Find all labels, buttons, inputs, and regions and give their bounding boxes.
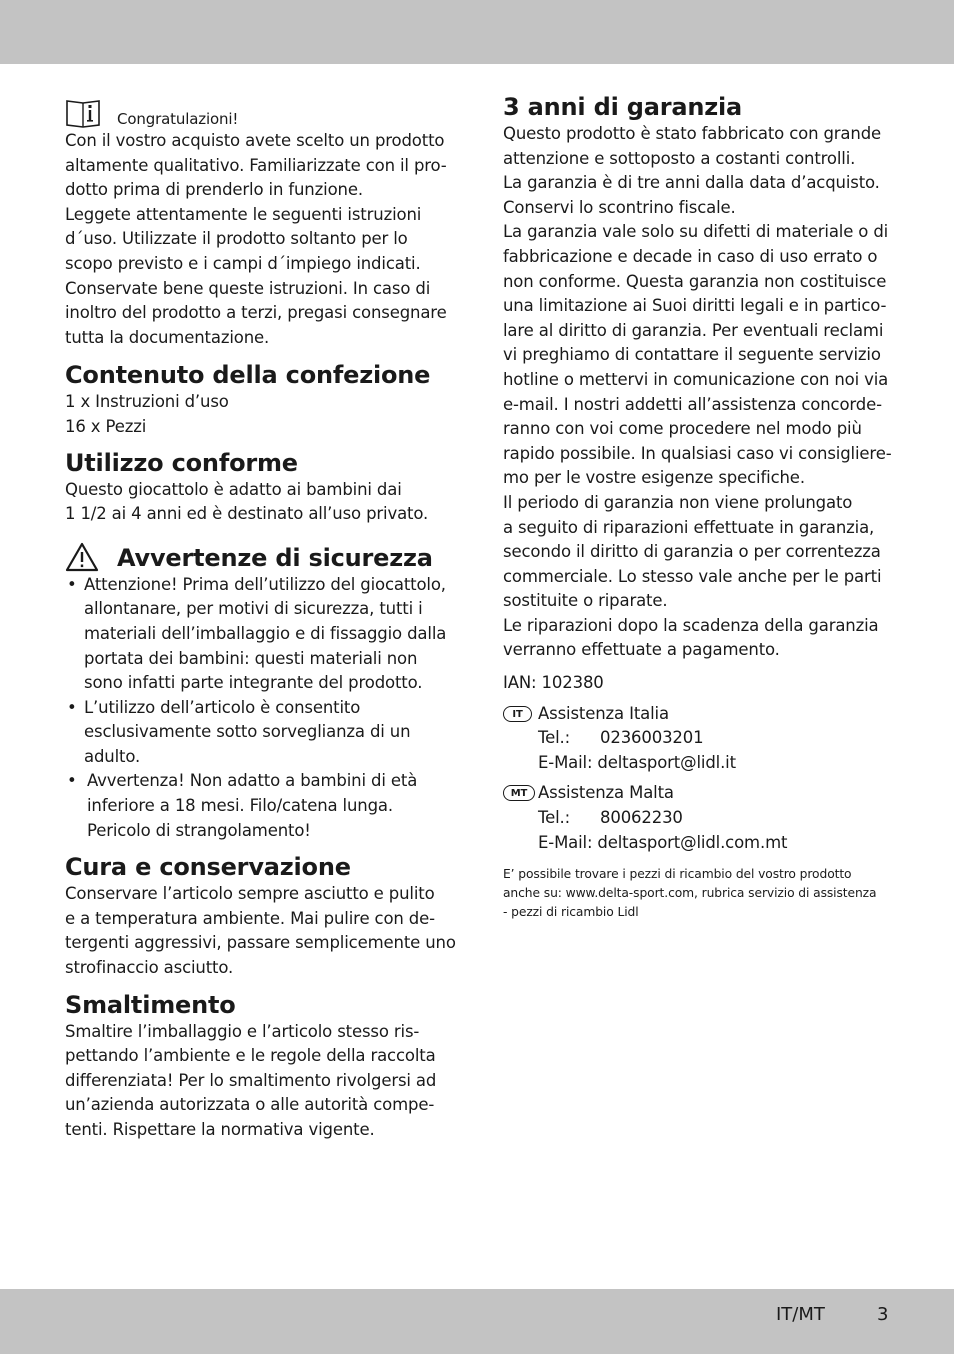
garanzia-text bbox=[503, 122, 893, 663]
warning-triangle-icon bbox=[65, 541, 99, 573]
contact-tel-row bbox=[538, 806, 893, 831]
bullet-line: Avvertenza! Non adatto a bambini di età bbox=[87, 771, 418, 791]
smaltimento-line: pettando l’ambiente e le regole della raccolta bbox=[65, 1046, 436, 1066]
garanzia-line: attenzione e sottoposto a costanti controlli. bbox=[503, 148, 856, 168]
section-title-utilizzo: Utilizzo conforme bbox=[65, 448, 298, 477]
garanzia-line: fabbricazione e decade in caso di uso errato o bbox=[503, 246, 878, 266]
garanzia-line: rapido possibile. In qualsiasi caso vi consigliere- bbox=[503, 443, 892, 463]
smaltimento-line: Smaltire l’imballaggio e l’articolo stesso ris- bbox=[65, 1021, 420, 1041]
cura-text bbox=[65, 882, 456, 980]
garanzia-line: a seguito di riparazioni effettuate in garanzia, bbox=[503, 517, 875, 537]
intro-greeting: Congratulazioni! bbox=[117, 110, 239, 128]
intro-line: Leggete attentamente le seguenti istruzioni bbox=[65, 204, 422, 224]
country-badge-mt-icon: MT bbox=[503, 785, 535, 801]
contact-italia bbox=[503, 702, 893, 776]
country-badge-it-icon: IT bbox=[503, 706, 532, 722]
garanzia-line: secondo il diritto di garanzia o per correntezza bbox=[503, 542, 881, 562]
cura-line: strofinaccio asciutto. bbox=[65, 958, 234, 978]
contenuto-line: 16 x Pezzi bbox=[65, 416, 147, 436]
list-item bbox=[65, 573, 450, 696]
garanzia-line: lare al diritto di garanzia. Per eventuali reclami bbox=[503, 320, 884, 340]
list-item bbox=[65, 696, 450, 770]
contact-mail-row bbox=[538, 751, 893, 776]
bullet-line: adulto. bbox=[84, 746, 141, 766]
bullet-line: esclusivamente sotto sorveglianza di un bbox=[84, 722, 411, 742]
utilizzo-text bbox=[65, 478, 450, 527]
garanzia-line: sostituite o riparate. bbox=[503, 591, 668, 611]
garanzia-line: Le riparazioni dopo la scadenza della garanzia bbox=[503, 615, 879, 635]
bullet-line: Attenzione! Prima dell’utilizzo del giocattolo, bbox=[84, 574, 446, 594]
garanzia-line: Conservi lo scontrino fiscale. bbox=[503, 197, 736, 217]
tel-label: Tel.: bbox=[538, 808, 571, 828]
garanzia-line: mo per le vostre esigenze specifiche. bbox=[503, 468, 805, 488]
bullet-line: sono infatti parte integrante del prodotto. bbox=[84, 673, 423, 693]
bullet-icon: • bbox=[67, 771, 77, 791]
garanzia-line: La garanzia è di tre anni dalla data d’acquisto. bbox=[503, 173, 880, 193]
page-number: 3 bbox=[877, 1304, 889, 1325]
garanzia-line: hotline o mettervi in comunicazione con noi via bbox=[503, 369, 889, 389]
section-title-cura: Cura e conservazione bbox=[65, 853, 351, 882]
tel-label: Tel.: bbox=[538, 728, 571, 748]
mail-label: E-Mail: bbox=[538, 752, 593, 772]
intro-line: scopo previsto e i campi d´impiego indicati. bbox=[65, 253, 421, 273]
bullet-icon: • bbox=[67, 697, 77, 717]
garanzia-line: Il periodo di garanzia non viene prolungato bbox=[503, 492, 853, 512]
bullet-line: materiali dell’imballaggio e di fissaggio dalla bbox=[84, 623, 447, 643]
tel-value: 80062230 bbox=[600, 808, 683, 828]
ian-number: IAN: 102380 bbox=[503, 673, 604, 693]
avvertenze-heading-row bbox=[65, 537, 450, 573]
mail-value: deltasport@lidl.com.mt bbox=[597, 832, 788, 852]
contact-malta bbox=[503, 781, 893, 855]
garanzia-line: verranno effettuate a pagamento. bbox=[503, 640, 780, 660]
left-column bbox=[65, 95, 456, 1143]
intro-line: inoltro del prodotto a terzi, pregasi consegnare bbox=[65, 303, 447, 323]
intro-line: d´uso. Utilizzate il prodotto soltanto per lo bbox=[65, 229, 408, 249]
intro-line: tutta la documentazione. bbox=[65, 327, 270, 347]
utilizzo-line: Questo giocattolo è adatto ai bambini dai bbox=[65, 479, 402, 499]
smaltimento-line: tenti. Rispettare la normativa vigente. bbox=[65, 1120, 375, 1139]
garanzia-line: ranno con voi come procedere nel modo più bbox=[503, 419, 862, 439]
contenuto-line: 1 x Instruzioni d’uso bbox=[65, 392, 229, 412]
garanzia-line: La garanzia vale solo su difetti di materiale o di bbox=[503, 222, 889, 242]
cura-line: e a temperatura ambiente. Mai pulire con de- bbox=[65, 908, 435, 928]
contact-tel-row bbox=[538, 726, 893, 751]
contact-name: Assistenza Italia bbox=[538, 703, 669, 723]
smaltimento-line: un’azienda autorizzata o alle autorità compe- bbox=[65, 1095, 435, 1115]
garanzia-line: commerciale. Lo stesso vale anche per le parti bbox=[503, 566, 882, 586]
spare-parts-note bbox=[503, 865, 893, 922]
bullet-line: L’utilizzo dell’articolo è consentito bbox=[84, 697, 361, 717]
garanzia-line: una limitazione ai Suoi diritti legali e in partico- bbox=[503, 296, 887, 316]
footer-language-code: IT/MT bbox=[776, 1304, 825, 1325]
bullet-line: inferiore a 18 mesi. Filo/catena lunga. bbox=[87, 796, 393, 816]
contact-name: Assistenza Malta bbox=[538, 783, 674, 803]
intro-line: altamente qualitativo. Familiarizzate con il pro- bbox=[65, 155, 447, 175]
mail-label: E-Mail: bbox=[538, 832, 593, 852]
section-title-smaltimento: Smaltimento bbox=[65, 990, 236, 1019]
avvertenze-list bbox=[65, 573, 450, 844]
smaltimento-text bbox=[65, 1020, 450, 1143]
garanzia-line: e-mail. I nostri addetti all’assistenza concorde- bbox=[503, 394, 882, 414]
intro-greeting-row bbox=[65, 95, 450, 129]
header-bar bbox=[0, 0, 954, 64]
garanzia-line: Questo prodotto è stato fabbricato con grande bbox=[503, 124, 882, 143]
section-title-contenuto: Contenuto della confezione bbox=[65, 361, 431, 390]
bullet-line: portata dei bambini: questi materiali non bbox=[84, 648, 418, 668]
list-item bbox=[65, 769, 450, 843]
contact-mail-row bbox=[538, 831, 893, 856]
bullet-line: Pericolo di strangolamento! bbox=[87, 820, 311, 840]
smaltimento-line: differenziata! Per lo smaltimento rivolgersi ad bbox=[65, 1070, 437, 1090]
right-column bbox=[503, 92, 893, 922]
bullet-icon: • bbox=[67, 574, 77, 594]
note-line: - pezzi di ricambio Lidl bbox=[503, 905, 639, 920]
intro-line: dotto prima di prenderlo in funzione. bbox=[65, 180, 363, 200]
tel-value: 0236003201 bbox=[600, 728, 704, 748]
garanzia-line: vi preghiamo di contattare il seguente servizio bbox=[503, 345, 881, 365]
section-title-garanzia: 3 anni di garanzia bbox=[503, 93, 743, 121]
note-line: E’ possibile trovare i pezzi di ricambio del vostro prodotto bbox=[503, 867, 852, 882]
section-title-avvertenze: Avvertenze di sicurezza bbox=[117, 543, 433, 572]
mail-value: deltasport@lidl.it bbox=[597, 752, 736, 772]
contenuto-text bbox=[65, 390, 450, 439]
info-book-icon bbox=[65, 97, 101, 129]
note-line: anche su: www.delta-sport.com, rubrica servizio di assistenza bbox=[503, 886, 877, 901]
cura-line: Conservare l’articolo sempre asciutto e pulito bbox=[65, 884, 435, 904]
intro-text bbox=[65, 129, 450, 350]
utilizzo-line: 1 1/2 ai 4 anni ed è destinato all’uso privato. bbox=[65, 504, 429, 524]
intro-line: Con il vostro acquisto avete scelto un prodotto bbox=[65, 131, 445, 150]
garanzia-line: non conforme. Questa garanzia non costituisce bbox=[503, 271, 887, 291]
intro-line: Conservate bene queste istruzioni. In caso di bbox=[65, 278, 431, 298]
cura-line: tergenti aggressivi, passare semplicemente uno bbox=[65, 933, 456, 953]
bullet-line: allontanare, per motivi di sicurezza, tutti i bbox=[84, 599, 423, 619]
